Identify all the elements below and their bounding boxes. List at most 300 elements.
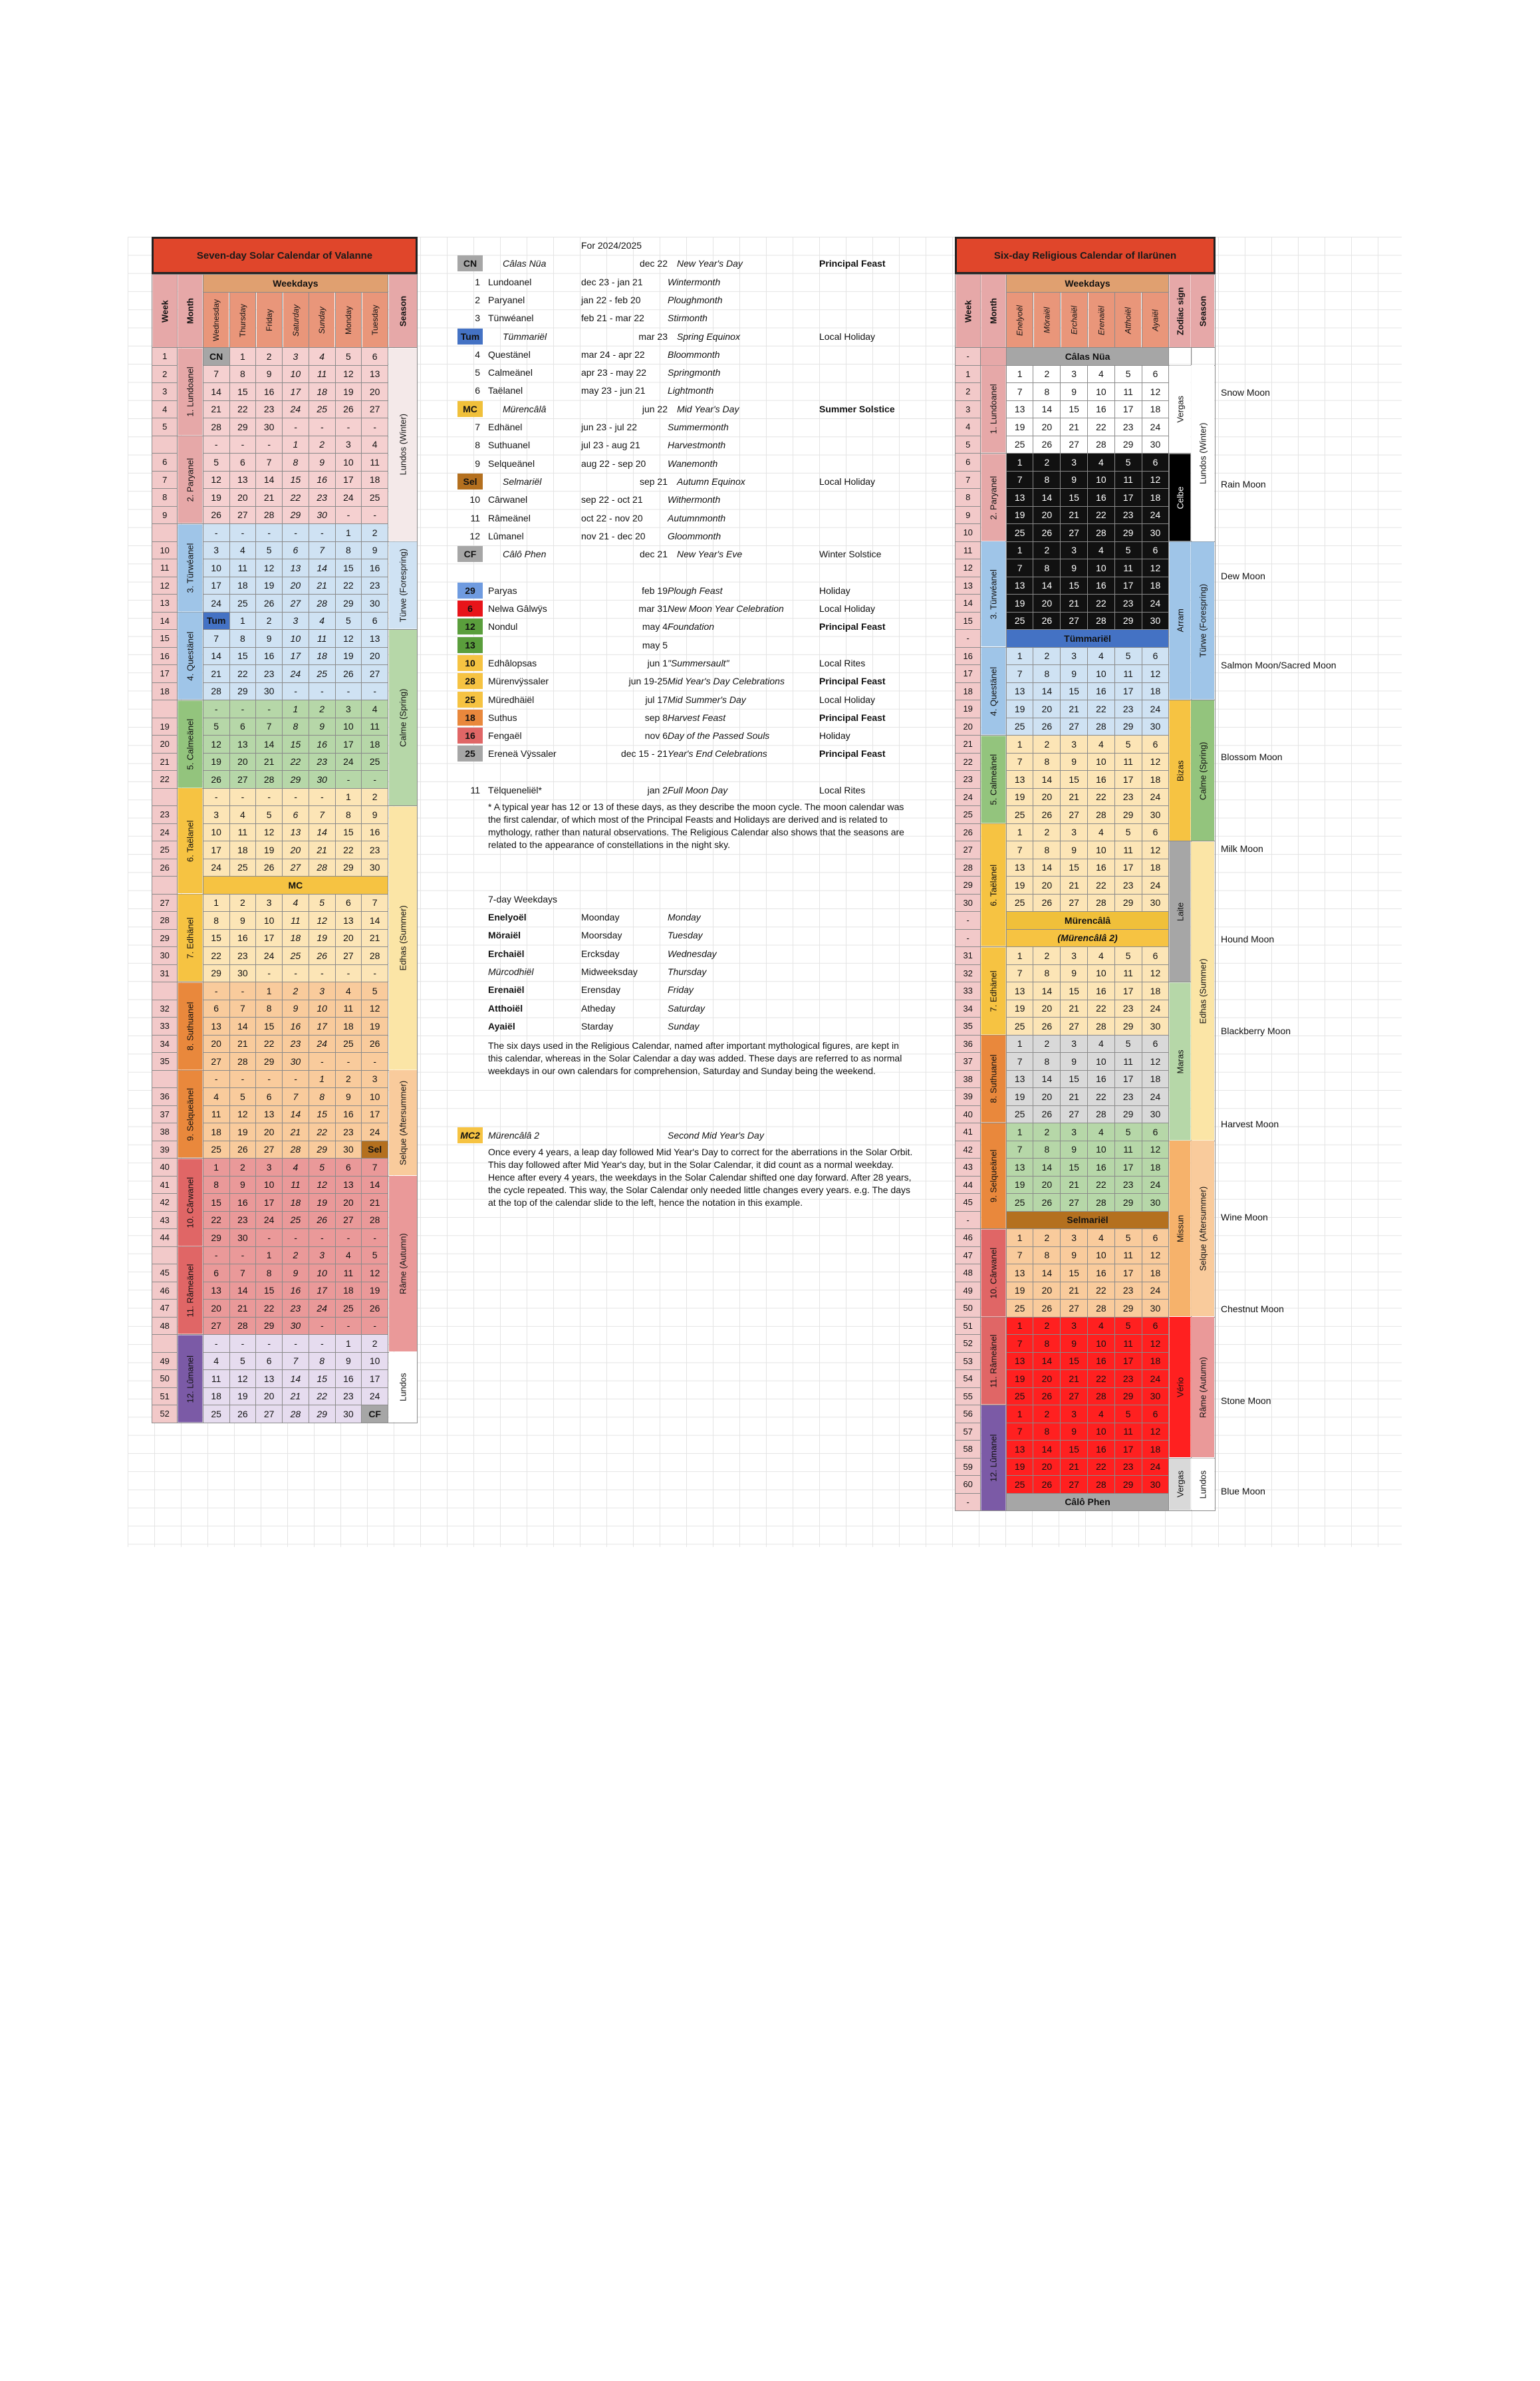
day-cell: 7 (256, 454, 283, 472)
day-cell: 2 (256, 612, 283, 630)
week-number: 31 (152, 964, 178, 982)
legend-month-row (457, 364, 936, 381)
day-cell: 24 (1142, 595, 1169, 613)
legend-description: Autumn Equinox (677, 476, 745, 487)
day-cell: 10 (335, 454, 362, 472)
day-cell: 4 (203, 1352, 229, 1370)
day-cell: 4 (203, 1088, 229, 1106)
day-cell: 9 (309, 454, 335, 472)
legend-code: MC (457, 401, 483, 417)
day-cell: 9 (1061, 383, 1088, 401)
legend-number: 10 (469, 494, 480, 505)
week-number: 16 (152, 647, 178, 665)
day-cell: 27 (362, 400, 388, 418)
week-number: 17 (956, 665, 981, 683)
day-cell: 29 (309, 1141, 335, 1159)
day-cell: 4 (335, 1246, 362, 1264)
day-cell: 20 (1033, 1282, 1061, 1300)
day-cell: 12 (1142, 841, 1169, 859)
week-number: 49 (956, 1282, 981, 1300)
week-number: 5 (152, 418, 178, 436)
day-cell: 30 (1142, 1476, 1169, 1494)
day-cell: - (229, 788, 256, 806)
day-cell: 21 (362, 929, 388, 947)
day-cell: 27 (1061, 1105, 1088, 1123)
day-cell: 11 (1114, 1053, 1142, 1071)
day-cell: CF (362, 1405, 388, 1423)
month-label: 2. Paryanel (178, 436, 203, 524)
day-cell: 22 (1088, 1282, 1115, 1300)
legend-type: Winter Solstice (819, 549, 882, 560)
day-cell: 5 (229, 1352, 256, 1370)
day-cell: 30 (1142, 1194, 1169, 1212)
day-cell: - (362, 771, 388, 789)
day-cell: - (256, 700, 283, 718)
day-cell: 11 (1114, 1141, 1142, 1159)
day-cell: 5 (1114, 454, 1142, 472)
day-cell: 11 (1114, 559, 1142, 577)
day-cell: 23 (256, 400, 283, 418)
zodiac-label: Vério (1169, 1317, 1192, 1458)
weekday-header: Enelyoël (1006, 293, 1033, 348)
month-label: 10. Cârwanel (981, 1229, 1006, 1318)
day-cell: 1 (1006, 736, 1033, 754)
day-cell: 16 (283, 1282, 309, 1300)
month-label: 7. Edhänel (981, 947, 1006, 1036)
day-cell: 8 (1033, 471, 1061, 489)
legend-code: CN (457, 255, 483, 271)
legend-name: Selqueänel (488, 458, 535, 469)
day-cell: 6 (283, 541, 309, 559)
day-cell: 26 (335, 665, 362, 683)
feast-number: 29 (457, 583, 483, 599)
day-cell: 13 (1006, 577, 1033, 595)
day-cell: 26 (309, 1211, 335, 1229)
day-cell: 13 (1006, 400, 1033, 418)
legend-name: Câlô Phen (503, 549, 547, 560)
day-cell: 23 (1114, 1282, 1142, 1300)
day-cell: 11 (309, 630, 335, 648)
day-cell: - (335, 771, 362, 789)
week-number: 29 (152, 929, 178, 947)
day-cell: 6 (1142, 541, 1169, 559)
day-cell: 6 (1142, 454, 1169, 472)
day-cell: 10 (1088, 1053, 1115, 1071)
day-cell: 5 (1114, 736, 1142, 754)
week-number: 32 (152, 1000, 178, 1018)
day-cell: 13 (203, 1018, 229, 1036)
day-cell: 17 (256, 1194, 283, 1212)
feast-dates: sep 8 (644, 712, 668, 723)
feast-row (457, 582, 936, 599)
day-cell: 6 (229, 718, 256, 736)
feast-dates: mar 31 (638, 603, 668, 614)
day-cell: 19 (203, 489, 229, 507)
day-cell: 21 (1061, 595, 1088, 613)
day-cell: 27 (1061, 718, 1088, 736)
festival-banner: Câlas Nüa (1006, 348, 1169, 366)
weekday-row (457, 945, 936, 962)
day-cell: - (229, 524, 256, 542)
zodiac-label: Celbe (1169, 454, 1192, 542)
day-cell: 6 (1142, 647, 1169, 665)
day-cell: 8 (256, 1264, 283, 1282)
feast-row (457, 654, 936, 672)
day-cell: 7 (1006, 964, 1033, 982)
day-cell: - (229, 1246, 256, 1264)
day-cell: 25 (362, 753, 388, 771)
day-cell: 3 (335, 436, 362, 454)
month-blank (981, 348, 1006, 366)
day-cell: 28 (1088, 436, 1115, 454)
day-cell: 7 (1006, 1335, 1033, 1353)
legend-dates: jul 23 - aug 21 (581, 440, 640, 451)
week-number (152, 1335, 178, 1353)
day-cell: 12 (1142, 1053, 1169, 1071)
day-cell: 27 (283, 595, 309, 613)
day-cell: 22 (1088, 788, 1115, 806)
day-cell: 26 (1033, 1387, 1061, 1405)
day-cell: 2 (1033, 1229, 1061, 1247)
month-label: 5. Calmeänel (981, 736, 1006, 824)
day-cell: - (362, 1053, 388, 1071)
day-cell: 27 (335, 1211, 362, 1229)
week-number: 60 (956, 1476, 981, 1494)
day-cell: 6 (256, 1352, 283, 1370)
week-number: 8 (956, 489, 981, 507)
day-cell: 15 (335, 823, 362, 841)
week-number: 14 (152, 612, 178, 630)
day-cell: 16 (283, 1018, 309, 1036)
day-cell: 11 (1114, 964, 1142, 982)
day-cell: - (309, 1053, 335, 1071)
day-cell: 24 (1142, 877, 1169, 895)
day-cell: 22 (283, 753, 309, 771)
day-cell: 11 (1114, 1246, 1142, 1264)
legend-type: Local Holiday (819, 476, 876, 487)
day-cell: 26 (362, 1300, 388, 1318)
day-cell: 17 (1114, 489, 1142, 507)
week-number: - (956, 912, 981, 930)
legend-number: 12 (469, 530, 480, 541)
legend-number: 9 (475, 458, 480, 469)
day-cell: 8 (1033, 753, 1061, 771)
week-number: 12 (152, 577, 178, 595)
day-cell: 20 (203, 1300, 229, 1318)
season-label: Lundos (388, 1352, 418, 1423)
day-cell: - (283, 788, 309, 806)
season-label: Edhas (Summer) (1191, 841, 1215, 1141)
day-cell: 17 (283, 383, 309, 401)
day-cell: 10 (203, 559, 229, 577)
day-cell: 25 (283, 947, 309, 965)
day-cell: 6 (229, 454, 256, 472)
day-cell: 22 (229, 665, 256, 683)
day-cell: - (203, 1335, 229, 1353)
feast-description: Year's End Celebrations (668, 748, 767, 760)
week-number: 28 (152, 912, 178, 930)
day-cell: 1 (256, 1246, 283, 1264)
month-label: 11. Râmeänel (981, 1317, 1006, 1405)
weekday-modern: Monday (668, 912, 701, 923)
day-cell: 11 (1114, 665, 1142, 683)
day-cell: 12 (1142, 1335, 1169, 1353)
week-number: 6 (956, 454, 981, 472)
day-cell: 9 (283, 1264, 309, 1282)
solar-calendar-grid (152, 274, 418, 1423)
day-cell: - (229, 436, 256, 454)
week-number: 21 (956, 736, 981, 754)
day-cell: - (229, 1335, 256, 1353)
day-cell: 9 (256, 630, 283, 648)
feast-row (457, 618, 936, 635)
day-cell: 8 (1033, 1246, 1061, 1264)
legend-number: 4 (475, 349, 480, 360)
day-cell: 5 (1114, 1317, 1142, 1335)
day-cell: 15 (256, 1018, 283, 1036)
day-cell: 12 (1142, 383, 1169, 401)
day-cell: 20 (229, 489, 256, 507)
week-number: 3 (956, 400, 981, 418)
day-cell: 23 (362, 841, 388, 859)
day-cell: 7 (1006, 1141, 1033, 1159)
day-cell: 14 (1033, 1352, 1061, 1370)
day-cell: 22 (203, 1211, 229, 1229)
day-cell: - (362, 682, 388, 700)
day-cell: 24 (335, 489, 362, 507)
weekday-row (457, 926, 936, 944)
day-cell: 19 (1006, 595, 1033, 613)
zodiac-label: Missun (1169, 1141, 1192, 1317)
legend-name: Mürencâlâ (503, 403, 547, 414)
day-cell: 29 (1114, 524, 1142, 542)
season-header: Season (388, 275, 418, 348)
day-cell: 13 (256, 1105, 283, 1123)
day-cell: 24 (256, 1211, 283, 1229)
day-cell: 25 (1006, 1105, 1033, 1123)
day-cell: 30 (1142, 612, 1169, 630)
month-label: 8. Suthuanel (178, 982, 203, 1071)
week-number: 1 (956, 365, 981, 383)
day-cell: 16 (1088, 1441, 1115, 1459)
day-cell: Tum (203, 612, 229, 630)
week-number: 59 (956, 1458, 981, 1476)
day-cell: 23 (1114, 877, 1142, 895)
week-number: 55 (956, 1387, 981, 1405)
day-cell: 5 (256, 806, 283, 824)
day-cell: 8 (1033, 1335, 1061, 1353)
feast-type: Principal Feast (819, 712, 886, 723)
day-cell: 13 (229, 471, 256, 489)
day-cell: - (283, 1229, 309, 1247)
weekday-native: Atthoiël (488, 1002, 523, 1014)
day-cell: 21 (1061, 506, 1088, 524)
day-cell: 25 (1006, 894, 1033, 912)
week-number: 4 (152, 400, 178, 418)
day-cell: 12 (256, 559, 283, 577)
weekday-header: Wednesday (203, 293, 229, 348)
week-number (152, 1246, 178, 1264)
day-cell: 16 (1088, 577, 1115, 595)
day-cell: 22 (1088, 1458, 1115, 1476)
day-cell: 1 (309, 1070, 335, 1088)
day-cell: 9 (229, 1176, 256, 1194)
moon-name: Blue Moon (1221, 1486, 1265, 1496)
week-number: 20 (956, 718, 981, 736)
season-label: Calme (Spring) (1191, 700, 1215, 841)
month-label: 3. Türwéanel (981, 541, 1006, 647)
day-cell: 1 (203, 894, 229, 912)
day-cell: 3 (1061, 541, 1088, 559)
day-cell: 20 (335, 929, 362, 947)
legend-dates: jan 22 - feb 20 (581, 294, 641, 305)
day-cell: 12 (203, 471, 229, 489)
day-cell: 25 (1006, 806, 1033, 824)
day-cell: 21 (1061, 700, 1088, 718)
week-number: 30 (956, 894, 981, 912)
day-cell: 26 (229, 1141, 256, 1159)
day-cell: 13 (1006, 771, 1033, 789)
week-number: 18 (956, 682, 981, 700)
day-cell: 10 (1088, 471, 1115, 489)
day-cell: 3 (1061, 365, 1088, 383)
day-cell: 2 (1033, 541, 1061, 559)
day-cell: 28 (283, 1141, 309, 1159)
day-cell: 16 (256, 383, 283, 401)
day-cell: 16 (362, 559, 388, 577)
day-cell: 7 (283, 1352, 309, 1370)
legend-number: 2 (475, 294, 480, 305)
day-cell: 2 (309, 700, 335, 718)
day-cell: 18 (1142, 1264, 1169, 1282)
day-cell: 30 (362, 595, 388, 613)
day-cell: 3 (1061, 1035, 1088, 1053)
day-cell: 10 (1088, 1246, 1115, 1264)
day-cell: 9 (1061, 1141, 1088, 1159)
day-cell: 1 (335, 1335, 362, 1353)
fullmoon-name: Tëlqueneliël* (488, 785, 542, 795)
weekday-header: Möraiël (1033, 293, 1061, 348)
legend-month-row (457, 418, 936, 436)
feast-description: Day of the Passed Souls (668, 730, 770, 742)
season-label: Lundos (Winter) (1191, 365, 1215, 541)
footnote-leapday: Once every 4 years, a leap day followed Mid Year's Day to correct for the aberrations in the Solar Orbit. This day followed after Mid Year's day, but in the Solar Calendar, it did count as a normal weekday. Hence after every 4 years, the weekdays in the Solar Calendar shifted one day forward. After 28 years, the cycle repeated. This way, the Solar Calendar only needed little changes every years. e.g. The days at the top of the calendar slide to the left, hence the notation in this example. (488, 1147, 913, 1208)
day-cell: 4 (1088, 647, 1115, 665)
day-cell: 17 (203, 841, 229, 859)
month-label: 4. Questänel (178, 612, 203, 700)
day-cell: 23 (335, 1123, 362, 1141)
day-cell: 9 (1061, 841, 1088, 859)
day-cell: 10 (283, 630, 309, 648)
day-cell: 8 (229, 630, 256, 648)
feast-description: Plough Feast (668, 585, 723, 596)
day-cell: 27 (1061, 1387, 1088, 1405)
day-cell: 25 (1006, 436, 1033, 454)
day-cell: 9 (283, 1000, 309, 1018)
day-cell: 7 (362, 1159, 388, 1177)
day-cell: 19 (1006, 1282, 1033, 1300)
fullmoon-description: Full Moon Day (668, 785, 728, 795)
month-label: 2. Paryanel (981, 454, 1006, 542)
month-label: 1. Lundoanel (178, 348, 203, 436)
legend-month-row (457, 491, 936, 508)
day-cell: 18 (203, 1387, 229, 1405)
day-cell: 3 (203, 541, 229, 559)
moon-name: Hound Moon (1221, 934, 1275, 944)
week-number: 11 (152, 559, 178, 577)
day-cell: 5 (1114, 823, 1142, 841)
day-cell: 12 (1142, 1141, 1169, 1159)
day-cell: 4 (1088, 736, 1115, 754)
legend-description: New Year's Day (677, 258, 743, 269)
day-cell: 10 (362, 1352, 388, 1370)
day-cell: 8 (283, 454, 309, 472)
day-cell: 2 (1033, 1035, 1061, 1053)
legend-description: Bloommonth (668, 349, 720, 360)
day-cell: 29 (1114, 436, 1142, 454)
week-number: 43 (152, 1211, 178, 1229)
day-cell: 11 (283, 912, 309, 930)
day-cell: 17 (1114, 771, 1142, 789)
weekday-modern: Saturday (668, 1002, 706, 1014)
feast-dates: feb 19 (642, 585, 668, 596)
week-number: 19 (152, 718, 178, 736)
day-cell: 2 (1033, 736, 1061, 754)
week-number: - (956, 929, 981, 947)
day-cell: 10 (1088, 1141, 1115, 1159)
day-cell: 22 (256, 1035, 283, 1053)
legend-description: Autumnmonth (668, 512, 726, 523)
day-cell: 28 (1088, 1476, 1115, 1494)
legend-month-row (457, 346, 936, 363)
day-cell: 12 (335, 630, 362, 648)
week-number: 25 (152, 841, 178, 859)
day-cell: 11 (1114, 1335, 1142, 1353)
day-cell: 24 (1142, 1458, 1169, 1476)
day-cell: 8 (1033, 841, 1061, 859)
legend-number: 5 (475, 367, 480, 378)
day-cell: 16 (229, 1194, 256, 1212)
day-cell: 14 (283, 1105, 309, 1123)
day-cell: 2 (1033, 1405, 1061, 1423)
day-cell: 12 (1142, 665, 1169, 683)
weekday-section-title: 7-day Weekdays (488, 893, 558, 905)
legend-type: Local Holiday (819, 331, 876, 342)
day-cell: 22 (1088, 1176, 1115, 1194)
day-cell: 23 (1114, 506, 1142, 524)
week-number: 16 (956, 647, 981, 665)
week-number: 42 (152, 1194, 178, 1212)
day-cell: 30 (256, 418, 283, 436)
week-number: 11 (956, 541, 981, 559)
day-cell: 28 (203, 418, 229, 436)
day-cell: 28 (1088, 894, 1115, 912)
day-cell: 23 (1114, 1088, 1142, 1106)
day-cell: 10 (1088, 665, 1115, 683)
weekday-header: Thursday (229, 293, 256, 348)
legend-number: 7 (475, 422, 480, 432)
day-cell: 3 (1061, 947, 1088, 965)
day-cell: 24 (283, 665, 309, 683)
day-cell: 11 (283, 1176, 309, 1194)
day-cell: 4 (1088, 541, 1115, 559)
day-cell: 17 (1114, 1264, 1142, 1282)
day-cell: 8 (1033, 665, 1061, 683)
day-cell: 15 (1061, 1159, 1088, 1177)
day-cell: 3 (256, 894, 283, 912)
feast-dates: may 5 (642, 639, 668, 650)
day-cell: 19 (335, 383, 362, 401)
